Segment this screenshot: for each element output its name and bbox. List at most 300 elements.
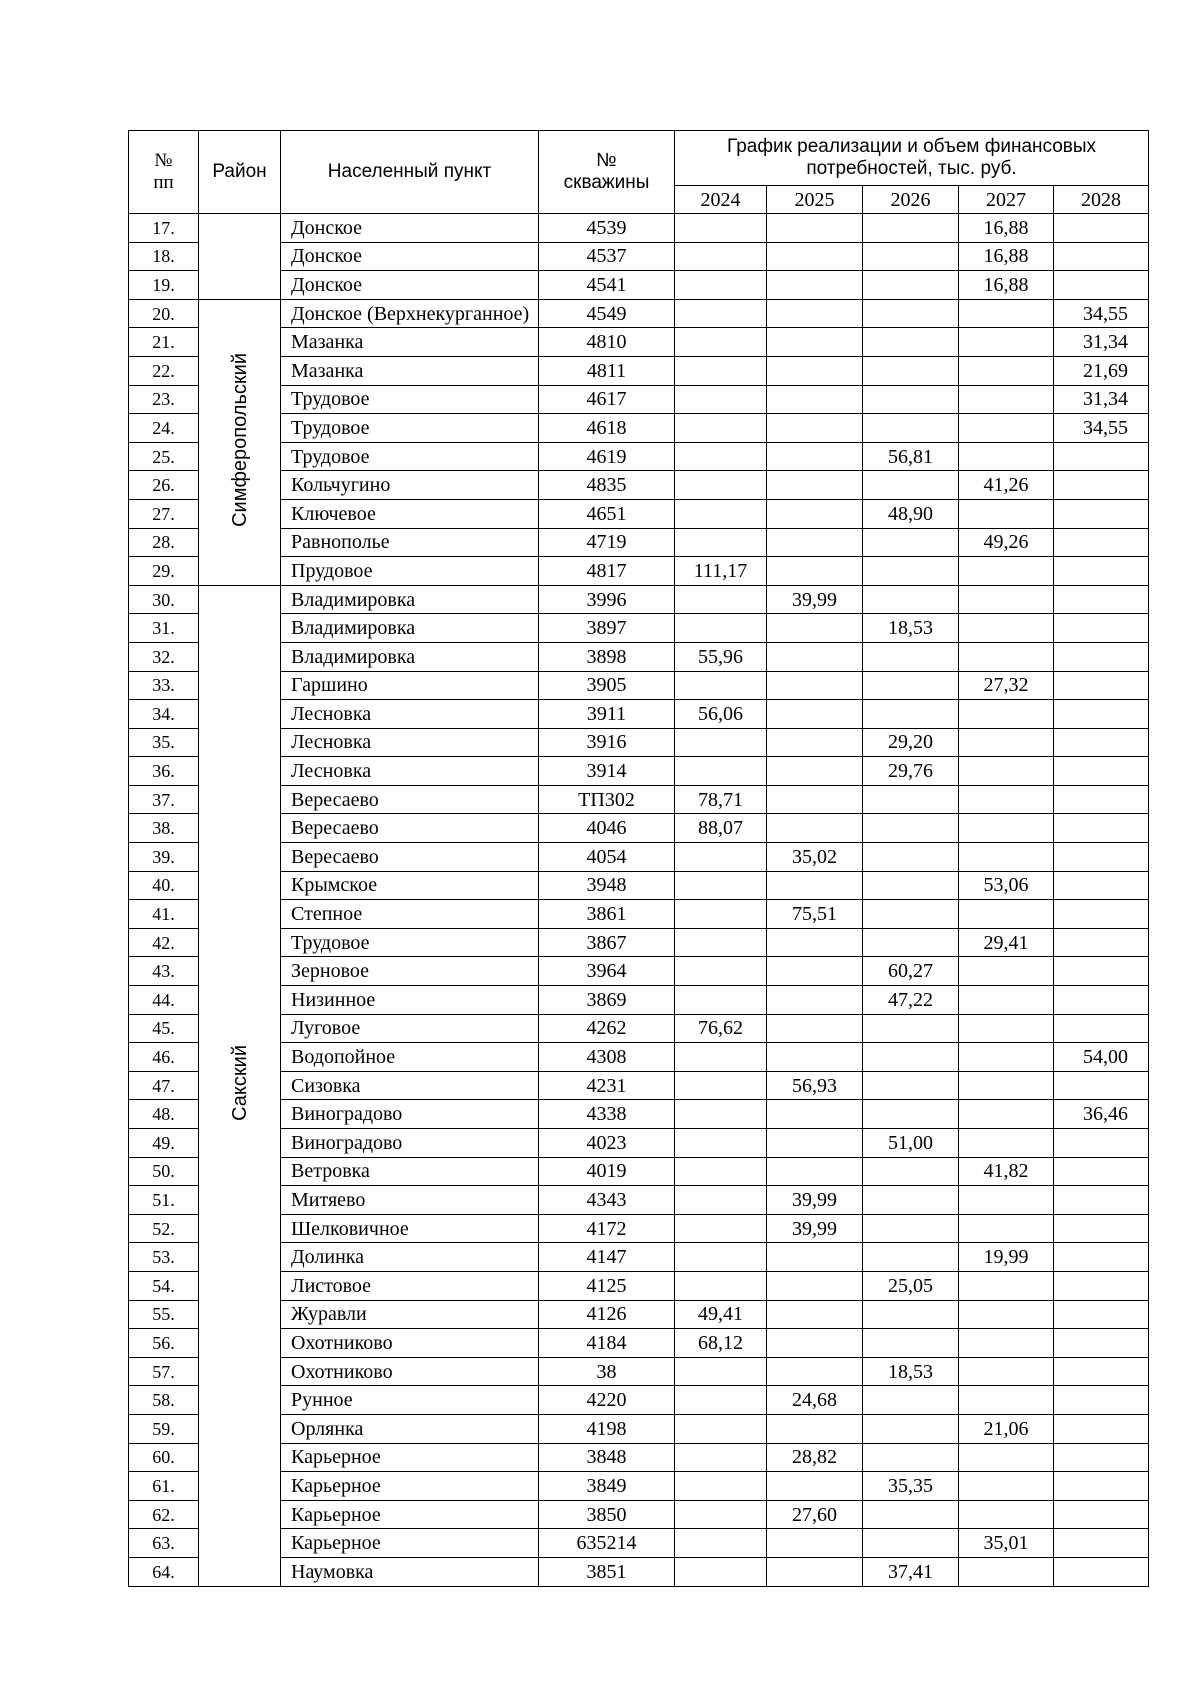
table-row: [129, 986, 1149, 1015]
value-2027: 53,06: [959, 871, 1054, 900]
value-2025: [767, 728, 863, 757]
value-2028: [1054, 1357, 1149, 1386]
value-2024: [675, 385, 767, 414]
value-2028: [1054, 1243, 1149, 1272]
value-2026: [863, 642, 959, 671]
value-2024: [675, 1472, 767, 1501]
value-2027: [959, 557, 1054, 586]
value-2025: [767, 499, 863, 528]
settlement-name: Лесновка: [281, 728, 539, 757]
value-2024: [675, 1529, 767, 1558]
value-2025: [767, 528, 863, 557]
table-row: [129, 700, 1149, 729]
value-2027: [959, 1329, 1054, 1358]
row-number: 26.: [129, 471, 199, 500]
well-number: 4054: [539, 843, 675, 872]
value-2024: [675, 442, 767, 471]
value-2025: 27,60: [767, 1500, 863, 1529]
row-number: 23.: [129, 385, 199, 414]
district-name: Сакский: [228, 1045, 251, 1122]
value-2024: [675, 414, 767, 443]
value-2027: [959, 585, 1054, 614]
settlement-name: Донское: [281, 271, 539, 300]
row-number: 60.: [129, 1443, 199, 1472]
well-number: 3869: [539, 986, 675, 1015]
value-2028: [1054, 1129, 1149, 1158]
settlement-name: Трудовое: [281, 385, 539, 414]
value-2024: [675, 356, 767, 385]
row-number: 58.: [129, 1386, 199, 1415]
row-number: 50.: [129, 1157, 199, 1186]
value-2027: [959, 1357, 1054, 1386]
well-number: 3914: [539, 757, 675, 786]
row-number: 17.: [129, 214, 199, 243]
value-2025: [767, 385, 863, 414]
value-2026: [863, 1329, 959, 1358]
well-number: 3867: [539, 928, 675, 957]
well-number: 3848: [539, 1443, 675, 1472]
value-2025: [767, 1157, 863, 1186]
value-2027: [959, 986, 1054, 1015]
document-page: [128, 130, 1148, 1587]
value-2025: [767, 414, 863, 443]
row-number: 44.: [129, 986, 199, 1015]
value-2024: [675, 214, 767, 243]
value-2028: [1054, 1500, 1149, 1529]
district-cell: [199, 299, 281, 585]
value-2026: 37,41: [863, 1557, 959, 1586]
settlement-name: Охотниково: [281, 1357, 539, 1386]
settlement-name: Низинное: [281, 986, 539, 1015]
settlement-name: Водопойное: [281, 1043, 539, 1072]
value-2025: [767, 471, 863, 500]
row-number: 64.: [129, 1557, 199, 1586]
settlement-name: Карьерное: [281, 1529, 539, 1558]
header-year-2024: 2024: [675, 186, 767, 214]
settlement-name: Рунное: [281, 1386, 539, 1415]
header-district: Район: [199, 131, 281, 214]
well-number: 4617: [539, 385, 675, 414]
table-row: [129, 1386, 1149, 1415]
table-row: [129, 1157, 1149, 1186]
value-2028: [1054, 1557, 1149, 1586]
well-number: 4231: [539, 1071, 675, 1100]
row-number: 40.: [129, 871, 199, 900]
row-number: 29.: [129, 557, 199, 586]
well-number: 4619: [539, 442, 675, 471]
value-2025: [767, 1043, 863, 1072]
value-2026: [863, 414, 959, 443]
value-2028: [1054, 528, 1149, 557]
row-number: 34.: [129, 700, 199, 729]
value-2024: [675, 328, 767, 357]
value-2027: 27,32: [959, 671, 1054, 700]
value-2026: [863, 557, 959, 586]
value-2028: [1054, 928, 1149, 957]
row-number: 39.: [129, 843, 199, 872]
value-2027: [959, 442, 1054, 471]
value-2025: [767, 1129, 863, 1158]
row-number: 63.: [129, 1529, 199, 1558]
well-number: 4172: [539, 1214, 675, 1243]
header-well: № скважины: [539, 131, 675, 214]
row-number: 41.: [129, 900, 199, 929]
value-2028: [1054, 642, 1149, 671]
row-number: 38.: [129, 814, 199, 843]
value-2026: [863, 385, 959, 414]
value-2026: 18,53: [863, 1357, 959, 1386]
value-2026: [863, 900, 959, 929]
row-number: 18.: [129, 242, 199, 271]
well-number: 3916: [539, 728, 675, 757]
value-2028: [1054, 728, 1149, 757]
table-row: [129, 1271, 1149, 1300]
value-2026: [863, 1243, 959, 1272]
value-2028: 31,34: [1054, 385, 1149, 414]
settlement-name: Вересаево: [281, 814, 539, 843]
value-2028: [1054, 442, 1149, 471]
district-cell: [199, 214, 281, 300]
row-number: 24.: [129, 414, 199, 443]
value-2025: [767, 557, 863, 586]
value-2024: [675, 957, 767, 986]
settlement-name: Трудовое: [281, 442, 539, 471]
table-row: [129, 900, 1149, 929]
row-number: 45.: [129, 1014, 199, 1043]
value-2026: 60,27: [863, 957, 959, 986]
value-2028: [1054, 814, 1149, 843]
table-row: [129, 757, 1149, 786]
value-2028: 34,55: [1054, 414, 1149, 443]
settlement-name: Владимировка: [281, 585, 539, 614]
settlement-name: Сизовка: [281, 1071, 539, 1100]
value-2025: 24,68: [767, 1386, 863, 1415]
value-2025: [767, 1300, 863, 1329]
row-number: 48.: [129, 1100, 199, 1129]
row-number: 43.: [129, 957, 199, 986]
settlement-name: Степное: [281, 900, 539, 929]
value-2026: [863, 785, 959, 814]
value-2028: [1054, 1300, 1149, 1329]
value-2024: [675, 1357, 767, 1386]
table-row: [129, 557, 1149, 586]
value-2025: [767, 356, 863, 385]
value-2026: 51,00: [863, 1129, 959, 1158]
value-2024: 111,17: [675, 557, 767, 586]
settlement-name: Карьерное: [281, 1472, 539, 1501]
value-2024: [675, 986, 767, 1015]
value-2024: 78,71: [675, 785, 767, 814]
value-2024: [675, 1043, 767, 1072]
value-2028: [1054, 843, 1149, 872]
value-2026: 48,90: [863, 499, 959, 528]
value-2027: [959, 843, 1054, 872]
settlement-name: Лесновка: [281, 700, 539, 729]
value-2028: [1054, 1329, 1149, 1358]
value-2024: [675, 1214, 767, 1243]
value-2024: [675, 1243, 767, 1272]
settlement-name: Долинка: [281, 1243, 539, 1272]
value-2025: 39,99: [767, 585, 863, 614]
value-2028: [1054, 557, 1149, 586]
row-number: 30.: [129, 585, 199, 614]
value-2026: [863, 928, 959, 957]
table-row: [129, 1472, 1149, 1501]
table-row: [129, 299, 1149, 328]
value-2024: [675, 1071, 767, 1100]
value-2024: [675, 1500, 767, 1529]
value-2027: [959, 1271, 1054, 1300]
table-row: [129, 785, 1149, 814]
value-2026: [863, 242, 959, 271]
value-2027: [959, 757, 1054, 786]
value-2026: 56,81: [863, 442, 959, 471]
table-row: [129, 1500, 1149, 1529]
value-2025: [767, 1243, 863, 1272]
value-2024: [675, 614, 767, 643]
value-2028: 36,46: [1054, 1100, 1149, 1129]
value-2028: [1054, 1186, 1149, 1215]
value-2027: [959, 814, 1054, 843]
value-2024: [675, 1186, 767, 1215]
value-2028: [1054, 1386, 1149, 1415]
value-2027: [959, 1472, 1054, 1501]
value-2028: 34,55: [1054, 299, 1149, 328]
table-row: [129, 871, 1149, 900]
value-2026: [863, 528, 959, 557]
row-number: 27.: [129, 499, 199, 528]
value-2028: [1054, 957, 1149, 986]
table-row: [129, 471, 1149, 500]
table-row: [129, 1357, 1149, 1386]
value-2025: [767, 700, 863, 729]
value-2025: [767, 1329, 863, 1358]
well-number: 4046: [539, 814, 675, 843]
value-2024: [675, 757, 767, 786]
value-2026: [863, 1529, 959, 1558]
well-number: 3996: [539, 585, 675, 614]
value-2028: [1054, 271, 1149, 300]
value-2027: [959, 1500, 1054, 1529]
header-settlement: Населенный пункт: [281, 131, 539, 214]
value-2026: [863, 1100, 959, 1129]
value-2028: [1054, 785, 1149, 814]
value-2025: [767, 871, 863, 900]
value-2025: [767, 442, 863, 471]
value-2028: [1054, 1414, 1149, 1443]
table-row: [129, 1529, 1149, 1558]
value-2028: [1054, 1271, 1149, 1300]
value-2024: [675, 1100, 767, 1129]
value-2026: [863, 1214, 959, 1243]
value-2027: [959, 700, 1054, 729]
value-2024: [675, 671, 767, 700]
well-number: 4810: [539, 328, 675, 357]
well-number: 3897: [539, 614, 675, 643]
value-2026: 25,05: [863, 1271, 959, 1300]
value-2026: [863, 299, 959, 328]
row-number: 52.: [129, 1214, 199, 1243]
value-2026: [863, 1014, 959, 1043]
row-number: 49.: [129, 1129, 199, 1158]
settlement-name: Луговое: [281, 1014, 539, 1043]
value-2025: [767, 1100, 863, 1129]
value-2024: [675, 1443, 767, 1472]
value-2026: [863, 814, 959, 843]
table-row: [129, 614, 1149, 643]
value-2026: [863, 1186, 959, 1215]
row-number: 25.: [129, 442, 199, 471]
header-year-2025: 2025: [767, 186, 863, 214]
value-2027: [959, 900, 1054, 929]
settlement-name: Донское: [281, 214, 539, 243]
well-number: 4541: [539, 271, 675, 300]
value-2027: [959, 785, 1054, 814]
table-row: [129, 814, 1149, 843]
value-2028: [1054, 1214, 1149, 1243]
value-2025: [767, 299, 863, 328]
table-row: [129, 1329, 1149, 1358]
value-2024: 68,12: [675, 1329, 767, 1358]
value-2027: [959, 1214, 1054, 1243]
value-2028: [1054, 585, 1149, 614]
value-2024: [675, 928, 767, 957]
well-number: ТП302: [539, 785, 675, 814]
row-number: 20.: [129, 299, 199, 328]
value-2025: [767, 328, 863, 357]
settlement-name: Митяево: [281, 1186, 539, 1215]
value-2025: [767, 614, 863, 643]
value-2027: [959, 1129, 1054, 1158]
table-row: [129, 271, 1149, 300]
settlement-name: Шелковичное: [281, 1214, 539, 1243]
settlement-name: Прудовое: [281, 557, 539, 586]
value-2026: 29,76: [863, 757, 959, 786]
value-2027: 35,01: [959, 1529, 1054, 1558]
table-row: [129, 728, 1149, 757]
value-2027: [959, 1386, 1054, 1415]
value-2024: [675, 871, 767, 900]
header-year-2028: 2028: [1054, 186, 1149, 214]
row-number: 46.: [129, 1043, 199, 1072]
settlement-name: Крымское: [281, 871, 539, 900]
row-number: 33.: [129, 671, 199, 700]
value-2028: 54,00: [1054, 1043, 1149, 1072]
value-2027: [959, 1100, 1054, 1129]
value-2026: [863, 1043, 959, 1072]
settlement-name: Мазанка: [281, 328, 539, 357]
row-number: 32.: [129, 642, 199, 671]
value-2025: [767, 785, 863, 814]
well-number: 4019: [539, 1157, 675, 1186]
row-number: 36.: [129, 757, 199, 786]
value-2025: [767, 1357, 863, 1386]
value-2025: 28,82: [767, 1443, 863, 1472]
value-2024: [675, 471, 767, 500]
value-2028: [1054, 1157, 1149, 1186]
table-row: [129, 499, 1149, 528]
value-2026: [863, 871, 959, 900]
value-2025: 56,93: [767, 1071, 863, 1100]
table-row: [129, 585, 1149, 614]
value-2025: [767, 1414, 863, 1443]
table-row: [129, 642, 1149, 671]
value-2027: 41,82: [959, 1157, 1054, 1186]
table-row: [129, 1100, 1149, 1129]
well-number: 3911: [539, 700, 675, 729]
well-number: 635214: [539, 1529, 675, 1558]
value-2028: [1054, 242, 1149, 271]
district-cell: [199, 585, 281, 1586]
settlement-name: Ключевое: [281, 499, 539, 528]
well-number: 4835: [539, 471, 675, 500]
value-2027: [959, 414, 1054, 443]
settlement-name: Донское (Верхнекурганное): [281, 299, 539, 328]
row-number: 35.: [129, 728, 199, 757]
well-number: 3898: [539, 642, 675, 671]
value-2025: [767, 928, 863, 957]
row-number: 19.: [129, 271, 199, 300]
value-2027: [959, 1186, 1054, 1215]
value-2026: [863, 1071, 959, 1100]
table-row: [129, 1186, 1149, 1215]
settlement-name: Мазанка: [281, 356, 539, 385]
value-2026: [863, 214, 959, 243]
value-2026: [863, 585, 959, 614]
header-schedule: График реализации и объем финансовых потребностей, тыс. руб.: [675, 131, 1149, 186]
value-2026: 47,22: [863, 986, 959, 1015]
table-row: [129, 1071, 1149, 1100]
value-2028: 21,69: [1054, 356, 1149, 385]
well-number: 4126: [539, 1300, 675, 1329]
well-number: 4023: [539, 1129, 675, 1158]
well-number: 3861: [539, 900, 675, 929]
value-2024: [675, 1157, 767, 1186]
value-2025: [767, 271, 863, 300]
value-2025: [767, 242, 863, 271]
row-number: 37.: [129, 785, 199, 814]
table-row: [129, 1129, 1149, 1158]
settlement-name: Лесновка: [281, 757, 539, 786]
settlement-name: Журавли: [281, 1300, 539, 1329]
row-number: 31.: [129, 614, 199, 643]
well-number: 4539: [539, 214, 675, 243]
value-2027: [959, 299, 1054, 328]
value-2026: 35,35: [863, 1472, 959, 1501]
value-2026: [863, 1500, 959, 1529]
well-number: 4811: [539, 356, 675, 385]
value-2028: [1054, 1443, 1149, 1472]
value-2025: [767, 957, 863, 986]
value-2027: 29,41: [959, 928, 1054, 957]
well-number: 4651: [539, 499, 675, 528]
table-row: [129, 1014, 1149, 1043]
value-2028: [1054, 900, 1149, 929]
row-number: 28.: [129, 528, 199, 557]
well-number: 38: [539, 1357, 675, 1386]
value-2028: [1054, 757, 1149, 786]
value-2026: 29,20: [863, 728, 959, 757]
settlement-name: Ветровка: [281, 1157, 539, 1186]
value-2024: [675, 900, 767, 929]
value-2025: [767, 1472, 863, 1501]
well-number: 4549: [539, 299, 675, 328]
well-number: 4719: [539, 528, 675, 557]
settlement-name: Охотниково: [281, 1329, 539, 1358]
value-2026: [863, 843, 959, 872]
row-number: 62.: [129, 1500, 199, 1529]
table-row: [129, 1043, 1149, 1072]
